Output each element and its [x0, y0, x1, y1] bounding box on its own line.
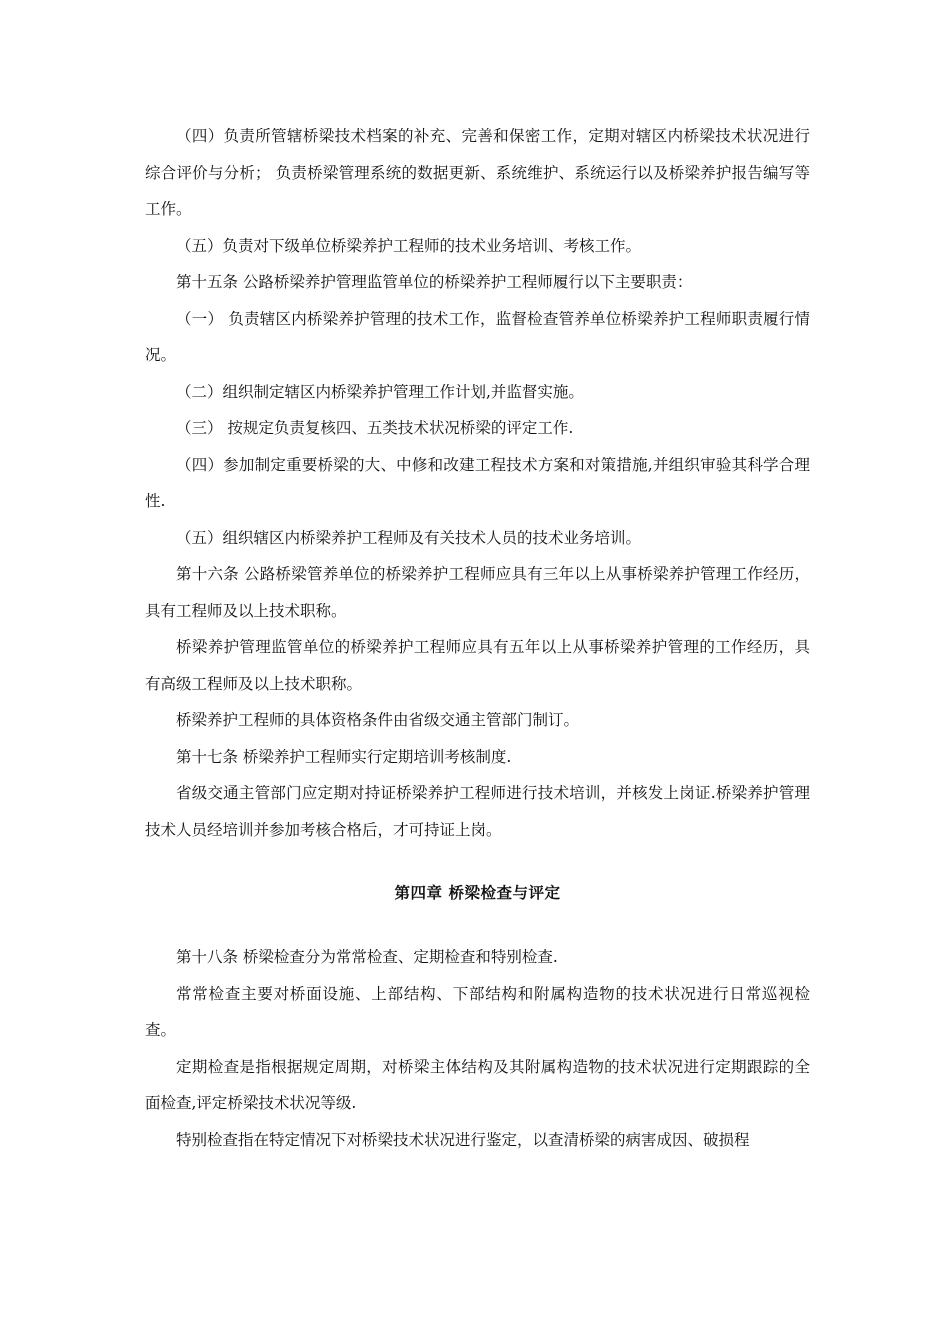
article-15-item-5: （五）组织辖区内桥梁养护工程师及有关技术人员的技术业务培训。	[176, 528, 642, 547]
article-17: 第十七条 桥梁养护工程师实行定期培训考核制度.	[176, 747, 512, 766]
article-15-item-3: （三） 按规定负责复核四、五类技术状况桥梁的评定工作.	[176, 419, 574, 437]
special-inspection: 特别检查指在特定情况下对桥梁技术状况进行鉴定，以查清桥梁的病害成因、破损程	[176, 1130, 750, 1149]
chapter-title: 第四章 桥梁检查与评定	[394, 884, 561, 902]
clause-4-archives: （四）负责所管辖桥梁技术档案的补充、完善和保密工作，定期对辖区内桥梁技术状况进行综合评价与分析； 负责桥梁管理系统的数据更新、系统维护、系统运行以及桥梁养护报告编写等工作。	[145, 127, 810, 218]
periodic-inspection: 定期检查是指根据规定周期，对桥梁主体结构及其附属构造物的技术状况进行定期跟踪的全面检查,评定桥梁技术状况等级.	[145, 1057, 810, 1112]
article-17-paragraph-2: 省级交通主管部门应定期对持证桥梁养护工程师进行技术培训，并核发上岗证.桥梁养护管理技术人员经培训并参加考核合格后，才可持证上岗。	[145, 784, 810, 839]
routine-inspection: 常常检查主要对桥面设施、上部结构、下部结构和附属构造物的技术状况进行日常巡视检查。	[145, 984, 810, 1039]
article-16: 第十六条 公路桥梁管养单位的桥梁养护工程师应具有三年以上从事桥梁养护管理工作经历，具有工程师及以上技术职称。	[145, 565, 810, 620]
document-body	[145, 118, 810, 1158]
article-15-item-1: （一） 负责辖区内桥梁养护管理的技术工作，监督检查管养单位桥梁养护工程师职责履行情况。	[145, 309, 810, 364]
article-18: 第十八条 桥梁检查分为常常检查、定期检查和特别检查.	[176, 948, 558, 966]
article-15: 第十五条 公路桥梁养护管理监管单位的桥梁养护工程师履行以下主要职责：	[176, 273, 693, 291]
article-16-paragraph-3: 桥梁养护工程师的具体资格条件由省级交通主管部门制订。	[176, 711, 580, 729]
article-15-item-4: （四）参加制定重要桥梁的大、中修和改建工程技术方案和对策措施,并组织审验其科学合理性.	[145, 455, 810, 510]
article-15-item-2: （二）组织制定辖区内桥梁养护管理工作计划,并监督实施。	[176, 382, 584, 401]
article-16-paragraph-2: 桥梁养护管理监管单位的桥梁养护工程师应具有五年以上从事桥梁养护管理的工作经历，具有高级工程师及以上技术职称。	[145, 638, 810, 693]
clause-5-training: （五）负责对下级单位桥梁养护工程师的技术业务培训、考核工作。	[176, 236, 642, 255]
